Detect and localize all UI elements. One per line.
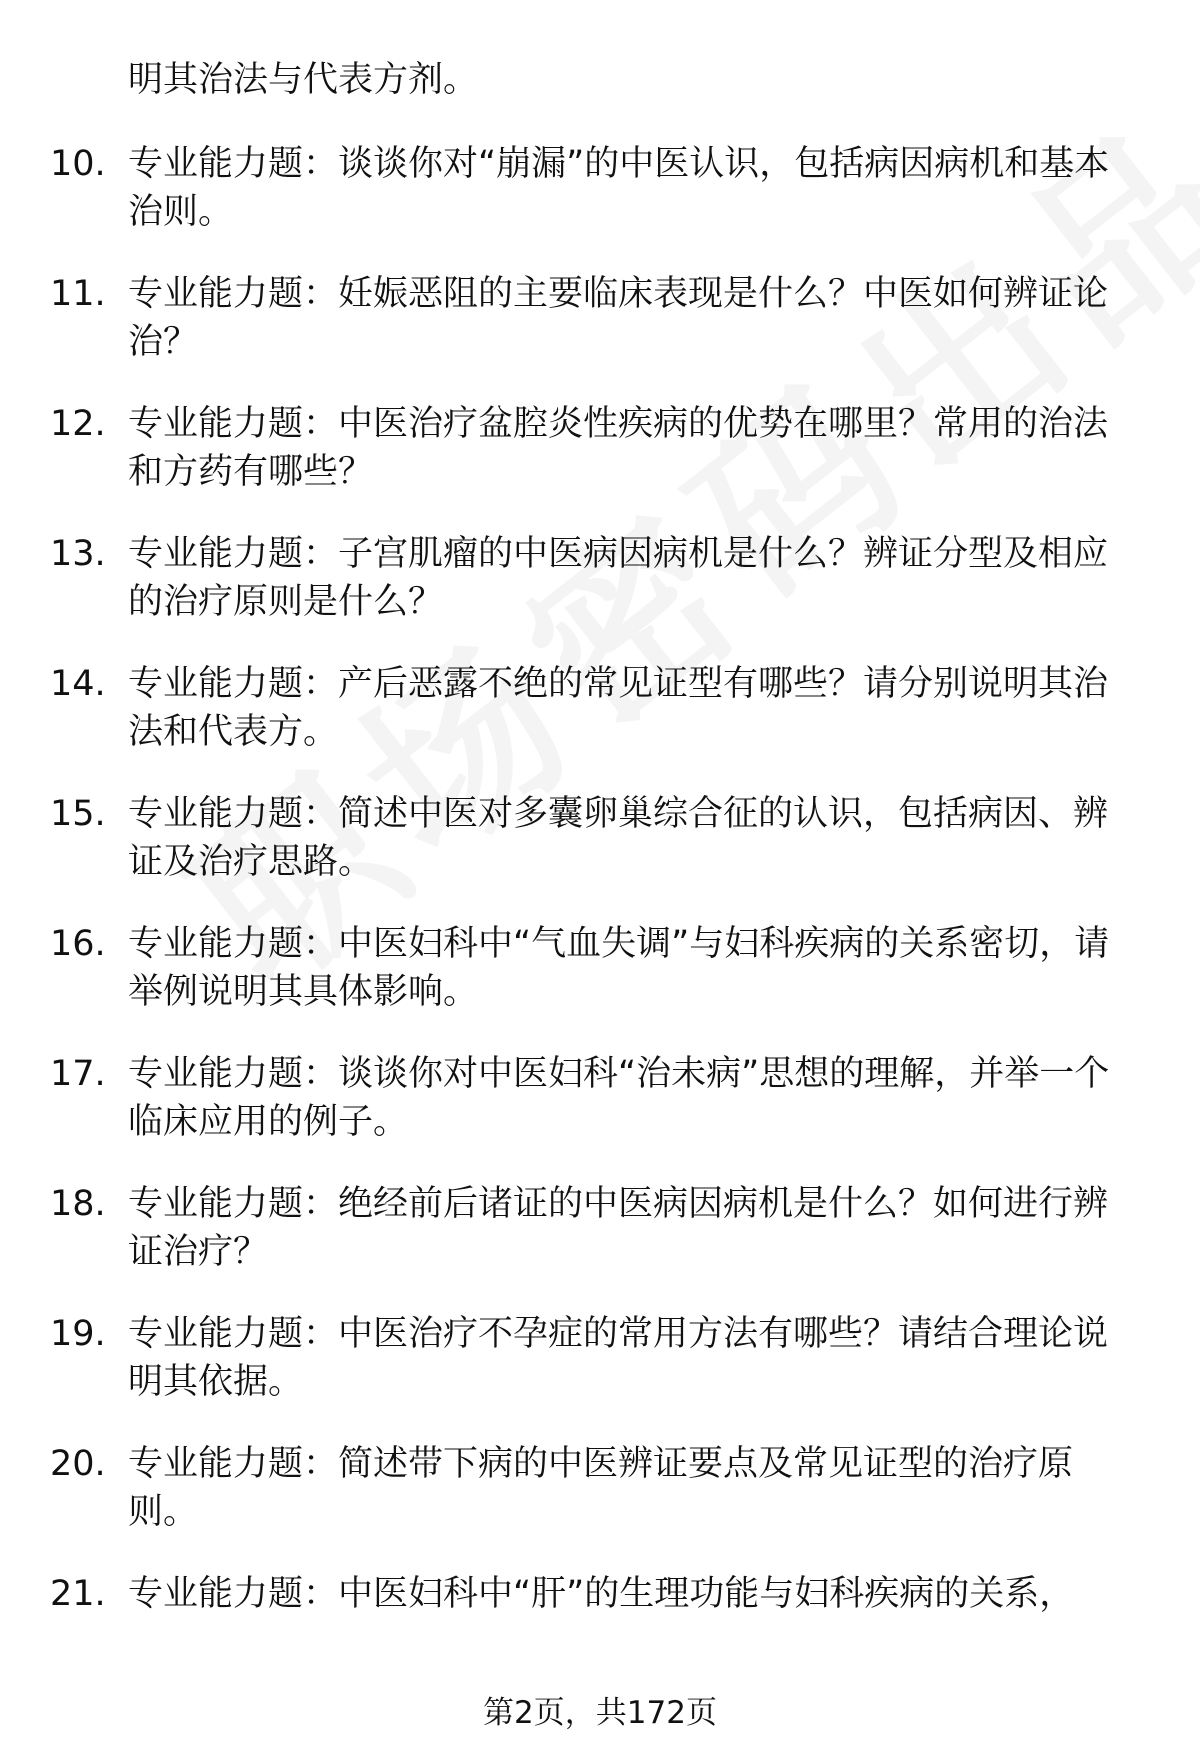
question-text: 专业能力题：子宫肌瘤的中医病因病机是什么？辨证分型及相应的治疗原则是什么？ xyxy=(128,534,1109,622)
list-item xyxy=(0,1050,1200,1180)
question-number: 18. xyxy=(50,1184,106,1224)
question-text: 专业能力题：中医治疗不孕症的常用方法有哪些？请结合理论说明其依据。 xyxy=(128,1314,1109,1402)
question-number: 20. xyxy=(50,1444,106,1484)
list-item xyxy=(0,790,1200,920)
list-item xyxy=(0,1310,1200,1440)
question-number: 19. xyxy=(50,1314,106,1354)
question-number: 10. xyxy=(50,144,106,184)
page-footer: 第2页，共172页 xyxy=(483,1695,717,1731)
list-item xyxy=(0,1440,1200,1570)
question-text: 专业能力题：谈谈你对“崩漏”的中医认识，包括病因病机和基本治则。 xyxy=(128,144,1110,232)
question-number: 17. xyxy=(50,1054,106,1094)
list-item xyxy=(0,530,1200,660)
list-item xyxy=(0,400,1200,530)
question-text: 专业能力题：中医治疗盆腔炎性疾病的优势在哪里？常用的治法和方药有哪些？ xyxy=(128,404,1109,492)
list-item xyxy=(0,140,1200,270)
list-item xyxy=(0,1180,1200,1310)
question-text: 专业能力题：绝经前后诸证的中医病因病机是什么？如何进行辨证治疗？ xyxy=(128,1184,1109,1272)
question-list xyxy=(0,140,1200,1700)
question-number: 12. xyxy=(50,404,106,444)
question-text: 专业能力题：妊娠恶阻的主要临床表现是什么？中医如何辨证论治？ xyxy=(128,274,1109,362)
question-text: 专业能力题：中医妇科中“肝”的生理功能与妇科疾病的关系， xyxy=(128,1574,1075,1614)
question-number: 11. xyxy=(50,274,106,314)
question-text: 专业能力题：简述带下病的中医辨证要点及常见证型的治疗原则。 xyxy=(128,1444,1074,1532)
question-text: 专业能力题：产后恶露不绝的常见证型有哪些？请分别说明其治法和代表方。 xyxy=(128,664,1109,752)
question-text: 专业能力题：中医妇科中“气血失调”与妇科疾病的关系密切，请举例说明其具体影响。 xyxy=(128,924,1110,1012)
continuation-text: 明其治法与代表方剂。 xyxy=(128,60,479,100)
question-number: 14. xyxy=(50,664,106,704)
question-text: 专业能力题：谈谈你对中医妇科“治未病”思想的理解，并举一个临床应用的例子。 xyxy=(128,1054,1110,1142)
list-item xyxy=(0,1570,1200,1700)
list-item xyxy=(0,920,1200,1050)
list-item xyxy=(0,270,1200,400)
question-number: 21. xyxy=(50,1574,106,1614)
list-item xyxy=(0,660,1200,790)
question-number: 16. xyxy=(50,924,106,964)
question-number: 15. xyxy=(50,794,106,834)
question-text: 专业能力题：简述中医对多囊卵巢综合征的认识，包括病因、辨证及治疗思路。 xyxy=(128,794,1109,882)
question-number: 13. xyxy=(50,534,106,574)
